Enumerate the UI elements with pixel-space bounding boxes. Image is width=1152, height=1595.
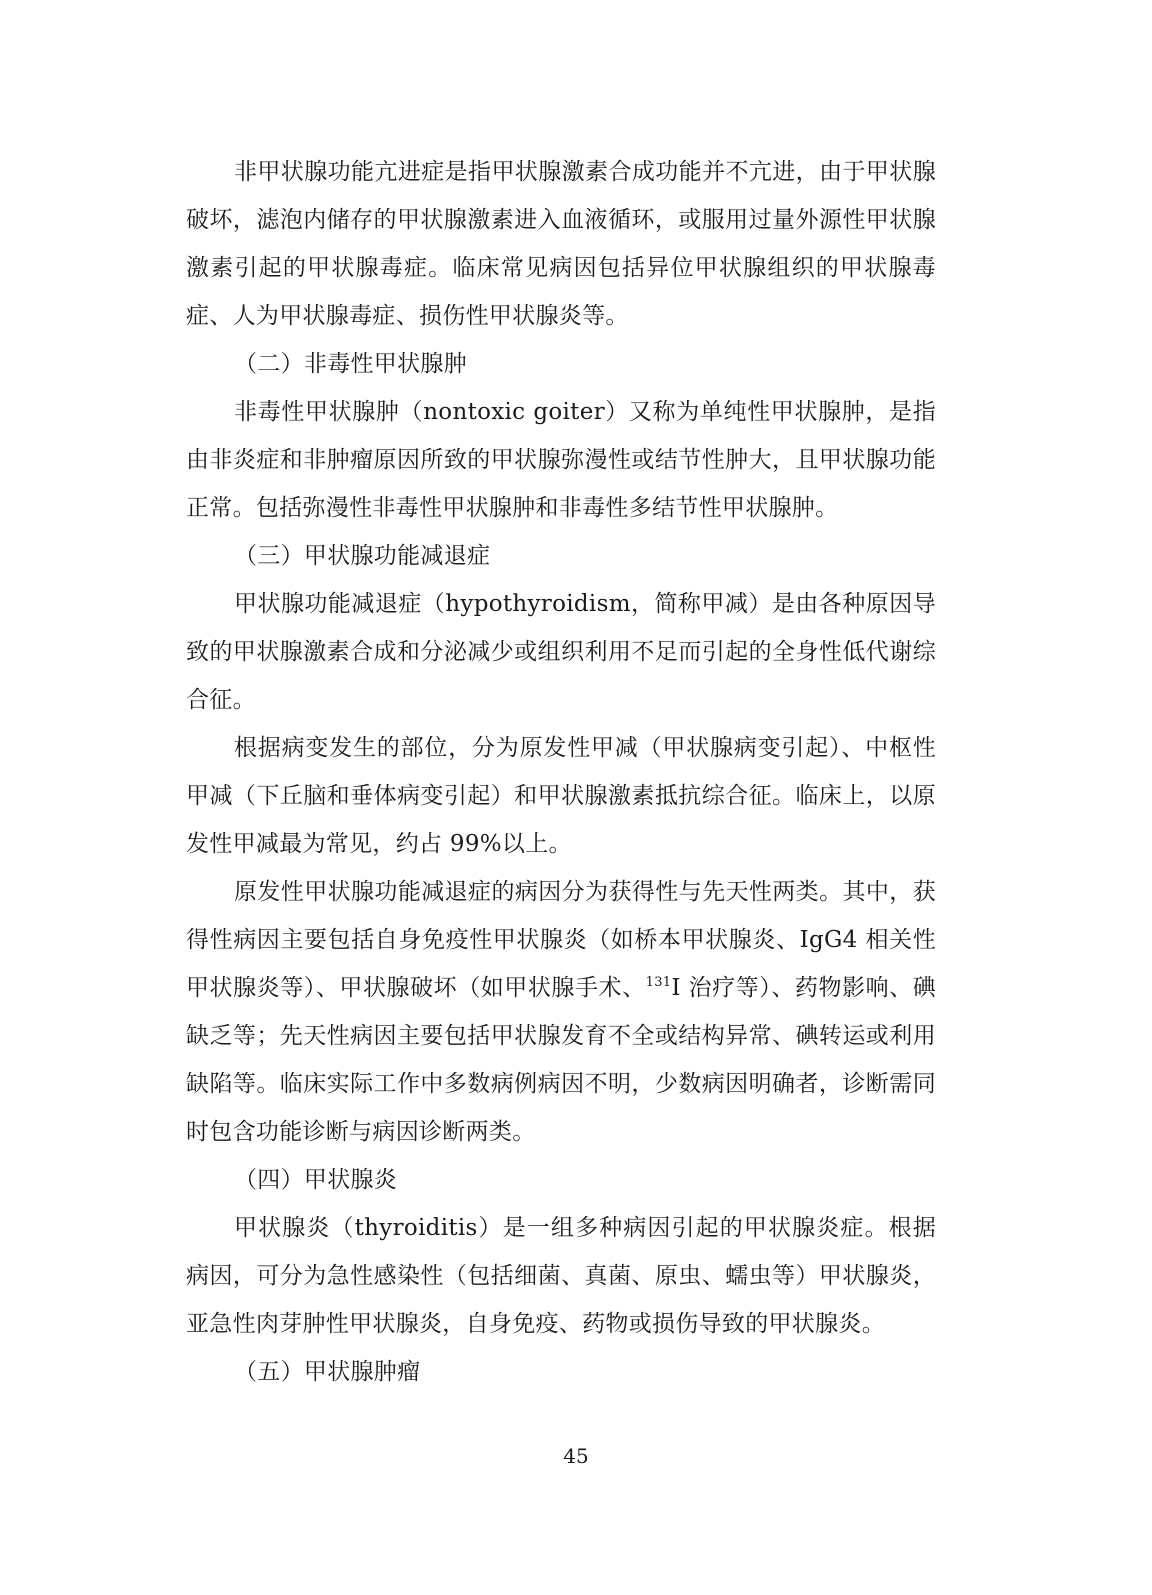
page-number: 45	[563, 1444, 589, 1468]
paragraph-non-hyperthyroid-toxicosis: 非甲状腺功能亢进症是指甲状腺激素合成功能并不亢进，由于甲状腺破坏，滤泡内储存的甲状腺激素进入血液循环，或服用过量外源性甲状腺激素引起的甲状腺毒症。临床常见病因包括异位甲状腺组织的甲状腺毒症、人为甲状腺毒症、损伤性甲状腺炎等。	[186, 159, 936, 329]
paragraph-hypothyroidism-classification: 根据病变发生的部位，分为原发性甲减（甲状腺病变引起）、中枢性甲减（下丘脑和垂体病变引起）和甲状腺激素抵抗综合征。临床上，以原发性甲减最为常见，约占 99%以上。	[186, 735, 936, 857]
paragraph-hypothyroidism-etiology	[186, 868, 936, 1156]
section-heading-thyroiditis: （四）甲状腺炎	[234, 1167, 398, 1193]
etiology-text-before: 原发性甲状腺功能减退症的病因分为获得性与先天性两类。其中，获得性病因主要包括自身免疫性甲状腺炎（如桥本甲状腺炎、IgG4 相关性甲状腺炎等）、甲状腺破坏（如甲状腺手术、	[186, 879, 936, 1001]
paragraph-nontoxic-goiter: 非毒性甲状腺肿（nontoxic goiter）又称为单纯性甲状腺肿，是指由非炎症和非肿瘤原因所致的甲状腺弥漫性或结节性肿大，且甲状腺功能正常。包括弥漫性非毒性甲状腺肿和非毒性多结节性甲状腺肿。	[186, 399, 936, 521]
section-heading-nontoxic-goiter: （二）非毒性甲状腺肿	[234, 351, 467, 377]
page-body	[186, 148, 936, 1396]
section-heading-thyroid-tumor: （五）甲状腺肿瘤	[234, 1359, 421, 1385]
isotope-superscript: 131	[645, 975, 672, 990]
section-heading-hypothyroidism: （三）甲状腺功能减退症	[234, 543, 491, 569]
paragraph-thyroiditis: 甲状腺炎（thyroiditis）是一组多种病因引起的甲状腺炎症。根据病因，可分为急性感染性（包括细菌、真菌、原虫、蠕虫等）甲状腺炎，亚急性肉芽肿性甲状腺炎，自身免疫、药物或损伤导致的甲状腺炎。	[186, 1215, 936, 1337]
etiology-text-after: I 治疗等）、药物影响、碘缺乏等；先天性病因主要包括甲状腺发育不全或结构异常、碘转运或利用缺陷等。临床实际工作中多数病例病因不明，少数病因明确者，诊断需同时包含功能诊断与病因诊断两类。	[186, 975, 937, 1145]
paragraph-hypothyroidism-definition: 甲状腺功能减退症（hypothyroidism，简称甲减）是由各种原因导致的甲状腺激素合成和分泌减少或组织利用不足而引起的全身性低代谢综合征。	[186, 591, 936, 713]
